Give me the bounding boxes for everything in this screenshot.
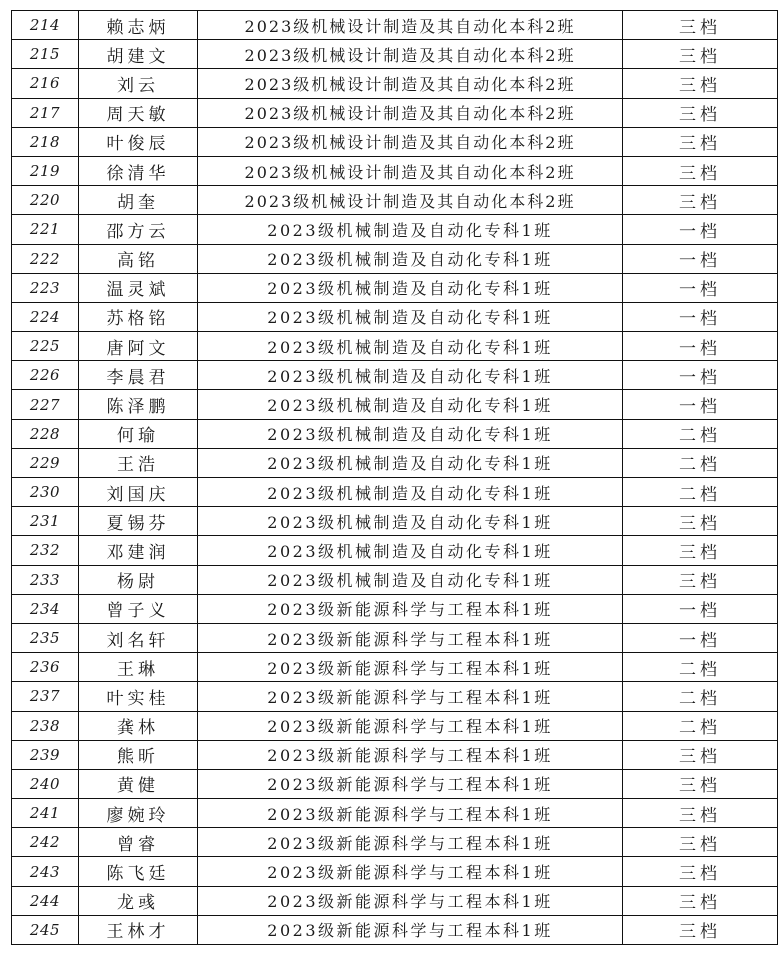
grade-level-cell: 二档 <box>623 448 778 477</box>
student-name-cell: 杨尉 <box>79 565 198 594</box>
class-name-cell: 2023级新能源科学与工程本科1班 <box>198 886 623 915</box>
class-name-cell: 2023级机械制造及自动化专科1班 <box>198 273 623 302</box>
grade-level-cell: 一档 <box>623 390 778 419</box>
student-name-cell: 曾睿 <box>79 828 198 857</box>
grade-level-cell: 三档 <box>623 507 778 536</box>
table-row <box>12 623 778 652</box>
class-name-cell: 2023级新能源科学与工程本科1班 <box>198 769 623 798</box>
row-number-cell: 245 <box>12 915 79 944</box>
grade-level-cell: 三档 <box>623 98 778 127</box>
student-name-cell: 邵方云 <box>79 215 198 244</box>
grade-level-cell: 一档 <box>623 361 778 390</box>
student-name-cell: 胡建文 <box>79 40 198 69</box>
table-row <box>12 507 778 536</box>
student-name-cell: 曾子义 <box>79 594 198 623</box>
table-row <box>12 653 778 682</box>
grade-level-cell: 三档 <box>623 40 778 69</box>
row-number-cell: 229 <box>12 448 79 477</box>
class-name-cell: 2023级机械制造及自动化专科1班 <box>198 302 623 331</box>
student-name-cell: 廖婉玲 <box>79 799 198 828</box>
row-number-cell: 232 <box>12 536 79 565</box>
student-name-cell: 陈飞廷 <box>79 857 198 886</box>
table-row <box>12 244 778 273</box>
table-row <box>12 536 778 565</box>
table-row <box>12 98 778 127</box>
student-name-cell: 何瑜 <box>79 419 198 448</box>
grade-level-cell: 三档 <box>623 11 778 40</box>
row-number-cell: 239 <box>12 740 79 769</box>
grade-level-cell: 三档 <box>623 740 778 769</box>
student-name-cell: 温灵斌 <box>79 273 198 302</box>
student-name-cell: 熊昕 <box>79 740 198 769</box>
class-name-cell: 2023级新能源科学与工程本科1班 <box>198 828 623 857</box>
student-name-cell: 邓建润 <box>79 536 198 565</box>
class-name-cell: 2023级机械制造及自动化专科1班 <box>198 536 623 565</box>
table-row <box>12 332 778 361</box>
grade-level-cell: 一档 <box>623 623 778 652</box>
row-number-cell: 227 <box>12 390 79 419</box>
student-name-cell: 叶俊辰 <box>79 127 198 156</box>
row-number-cell: 218 <box>12 127 79 156</box>
table-row <box>12 799 778 828</box>
class-name-cell: 2023级新能源科学与工程本科1班 <box>198 711 623 740</box>
grade-level-cell: 一档 <box>623 215 778 244</box>
table-row <box>12 186 778 215</box>
table-row <box>12 215 778 244</box>
class-name-cell: 2023级机械设计制造及其自动化本科2班 <box>198 40 623 69</box>
row-number-cell: 216 <box>12 69 79 98</box>
class-name-cell: 2023级新能源科学与工程本科1班 <box>198 682 623 711</box>
grade-level-cell: 三档 <box>623 769 778 798</box>
row-number-cell: 215 <box>12 40 79 69</box>
class-name-cell: 2023级机械设计制造及其自动化本科2班 <box>198 127 623 156</box>
table-row <box>12 40 778 69</box>
row-number-cell: 236 <box>12 653 79 682</box>
grade-level-cell: 三档 <box>623 857 778 886</box>
grade-level-cell: 三档 <box>623 186 778 215</box>
table-row <box>12 565 778 594</box>
grade-level-cell: 三档 <box>623 565 778 594</box>
grade-level-cell: 三档 <box>623 915 778 944</box>
table-row <box>12 769 778 798</box>
table-row <box>12 69 778 98</box>
table-row <box>12 156 778 185</box>
table-row <box>12 828 778 857</box>
class-name-cell: 2023级机械制造及自动化专科1班 <box>198 565 623 594</box>
grade-level-cell: 二档 <box>623 653 778 682</box>
table-row <box>12 11 778 40</box>
grade-level-cell: 一档 <box>623 302 778 331</box>
student-name-cell: 徐清华 <box>79 156 198 185</box>
grade-level-cell: 三档 <box>623 69 778 98</box>
table-row <box>12 682 778 711</box>
student-name-cell: 李晨君 <box>79 361 198 390</box>
class-name-cell: 2023级机械设计制造及其自动化本科2班 <box>198 98 623 127</box>
class-name-cell: 2023级机械制造及自动化专科1班 <box>198 332 623 361</box>
table-row <box>12 273 778 302</box>
class-name-cell: 2023级机械设计制造及其自动化本科2班 <box>198 156 623 185</box>
student-name-cell: 黄健 <box>79 769 198 798</box>
class-name-cell: 2023级机械设计制造及其自动化本科2班 <box>198 11 623 40</box>
table-row <box>12 448 778 477</box>
class-name-cell: 2023级机械制造及自动化专科1班 <box>198 478 623 507</box>
row-number-cell: 228 <box>12 419 79 448</box>
grade-level-cell: 一档 <box>623 594 778 623</box>
row-number-cell: 222 <box>12 244 79 273</box>
roster-sheet <box>11 10 777 945</box>
class-name-cell: 2023级新能源科学与工程本科1班 <box>198 653 623 682</box>
grade-level-cell: 三档 <box>623 799 778 828</box>
row-number-cell: 234 <box>12 594 79 623</box>
grade-level-cell: 二档 <box>623 711 778 740</box>
table-row <box>12 740 778 769</box>
row-number-cell: 240 <box>12 769 79 798</box>
grade-level-cell: 二档 <box>623 682 778 711</box>
grade-level-cell: 三档 <box>623 536 778 565</box>
row-number-cell: 231 <box>12 507 79 536</box>
class-name-cell: 2023级机械制造及自动化专科1班 <box>198 448 623 477</box>
row-number-cell: 220 <box>12 186 79 215</box>
student-name-cell: 王浩 <box>79 448 198 477</box>
row-number-cell: 224 <box>12 302 79 331</box>
row-number-cell: 214 <box>12 11 79 40</box>
row-number-cell: 241 <box>12 799 79 828</box>
table-row <box>12 478 778 507</box>
roster-table <box>11 10 778 945</box>
row-number-cell: 225 <box>12 332 79 361</box>
student-name-cell: 龙彧 <box>79 886 198 915</box>
grade-level-cell: 三档 <box>623 828 778 857</box>
class-name-cell: 2023级新能源科学与工程本科1班 <box>198 857 623 886</box>
class-name-cell: 2023级新能源科学与工程本科1班 <box>198 623 623 652</box>
class-name-cell: 2023级新能源科学与工程本科1班 <box>198 915 623 944</box>
row-number-cell: 217 <box>12 98 79 127</box>
grade-level-cell: 二档 <box>623 478 778 507</box>
class-name-cell: 2023级机械制造及自动化专科1班 <box>198 507 623 536</box>
row-number-cell: 244 <box>12 886 79 915</box>
table-row <box>12 711 778 740</box>
row-number-cell: 230 <box>12 478 79 507</box>
student-name-cell: 王琳 <box>79 653 198 682</box>
student-name-cell: 夏锡芬 <box>79 507 198 536</box>
roster-table-body <box>12 11 778 945</box>
student-name-cell: 陈泽鹏 <box>79 390 198 419</box>
class-name-cell: 2023级机械设计制造及其自动化本科2班 <box>198 186 623 215</box>
table-row <box>12 302 778 331</box>
grade-level-cell: 一档 <box>623 244 778 273</box>
student-name-cell: 唐阿文 <box>79 332 198 361</box>
student-name-cell: 胡奎 <box>79 186 198 215</box>
grade-level-cell: 一档 <box>623 332 778 361</box>
grade-level-cell: 一档 <box>623 273 778 302</box>
class-name-cell: 2023级新能源科学与工程本科1班 <box>198 799 623 828</box>
row-number-cell: 243 <box>12 857 79 886</box>
student-name-cell: 刘云 <box>79 69 198 98</box>
class-name-cell: 2023级新能源科学与工程本科1班 <box>198 594 623 623</box>
table-row <box>12 390 778 419</box>
student-name-cell: 刘名轩 <box>79 623 198 652</box>
row-number-cell: 233 <box>12 565 79 594</box>
class-name-cell: 2023级新能源科学与工程本科1班 <box>198 740 623 769</box>
row-number-cell: 235 <box>12 623 79 652</box>
table-row <box>12 361 778 390</box>
table-row <box>12 886 778 915</box>
class-name-cell: 2023级机械制造及自动化专科1班 <box>198 390 623 419</box>
student-name-cell: 龚林 <box>79 711 198 740</box>
table-row <box>12 915 778 944</box>
class-name-cell: 2023级机械制造及自动化专科1班 <box>198 419 623 448</box>
class-name-cell: 2023级机械制造及自动化专科1班 <box>198 215 623 244</box>
table-row <box>12 127 778 156</box>
table-row <box>12 857 778 886</box>
row-number-cell: 237 <box>12 682 79 711</box>
grade-level-cell: 二档 <box>623 419 778 448</box>
grade-level-cell: 三档 <box>623 127 778 156</box>
student-name-cell: 叶实桂 <box>79 682 198 711</box>
class-name-cell: 2023级机械制造及自动化专科1班 <box>198 361 623 390</box>
student-name-cell: 苏格铭 <box>79 302 198 331</box>
row-number-cell: 221 <box>12 215 79 244</box>
row-number-cell: 238 <box>12 711 79 740</box>
row-number-cell: 223 <box>12 273 79 302</box>
student-name-cell: 刘国庆 <box>79 478 198 507</box>
grade-level-cell: 三档 <box>623 156 778 185</box>
row-number-cell: 219 <box>12 156 79 185</box>
table-row <box>12 594 778 623</box>
table-row <box>12 419 778 448</box>
row-number-cell: 242 <box>12 828 79 857</box>
student-name-cell: 王林才 <box>79 915 198 944</box>
grade-level-cell: 三档 <box>623 886 778 915</box>
class-name-cell: 2023级机械设计制造及其自动化本科2班 <box>198 69 623 98</box>
row-number-cell: 226 <box>12 361 79 390</box>
class-name-cell: 2023级机械制造及自动化专科1班 <box>198 244 623 273</box>
student-name-cell: 赖志炳 <box>79 11 198 40</box>
student-name-cell: 周天敏 <box>79 98 198 127</box>
student-name-cell: 高铭 <box>79 244 198 273</box>
